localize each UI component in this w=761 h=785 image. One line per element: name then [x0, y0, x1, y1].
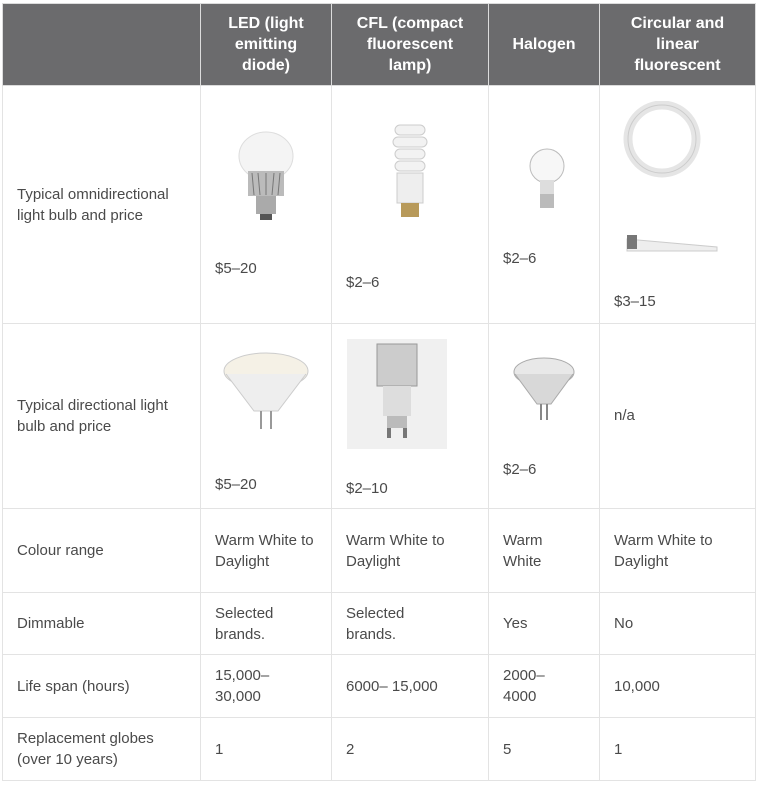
- table-row: [3, 86, 756, 324]
- cell: No: [600, 593, 756, 655]
- cfl-spiral-bulb-icon: [387, 121, 432, 231]
- row-label: Dimmable: [3, 593, 201, 655]
- cell: 6000– 15,000: [332, 655, 489, 718]
- price: $5–20: [215, 260, 257, 277]
- cell: Warm White to Daylight: [332, 509, 489, 593]
- cell: Warm White to Daylight: [600, 509, 756, 593]
- header-row: [3, 4, 756, 86]
- cell: 2: [332, 718, 489, 781]
- cell: 15,000–30,000: [201, 655, 332, 718]
- fluorescent-directional-cell: [600, 324, 756, 509]
- header-empty: [3, 4, 201, 86]
- header-fluorescent: Circular and linear fluorescent: [600, 4, 756, 86]
- cell: Selected brands.: [201, 593, 332, 655]
- cfl-directional-cell: [332, 324, 489, 509]
- halogen-bulb-icon: [527, 146, 567, 216]
- table-row: [3, 593, 756, 655]
- cell: Selected brands.: [332, 593, 489, 655]
- table-row: [3, 324, 756, 509]
- led-directional-cell: [201, 324, 332, 509]
- cfl-reflector-bulb-icon: [347, 339, 447, 449]
- lighting-comparison-table: [2, 3, 756, 781]
- price: $5–20: [215, 476, 257, 493]
- header-halogen: Halogen: [489, 4, 600, 86]
- led-bulb-icon: [236, 131, 296, 226]
- cell: 5: [489, 718, 600, 781]
- row-label: Colour range: [3, 509, 201, 593]
- cell: 1: [600, 718, 756, 781]
- halogen-directional-cell: [489, 324, 600, 509]
- price: $2–6: [346, 274, 380, 291]
- fluorescent-omni-cell: [600, 86, 756, 324]
- cell: 1: [201, 718, 332, 781]
- cell: Yes: [489, 593, 600, 655]
- cell: 10,000: [600, 655, 756, 718]
- cell: Warm White: [489, 509, 600, 593]
- halogen-omni-cell: [489, 86, 600, 324]
- circular-linear-tube-icon: [622, 101, 722, 261]
- price: $2–6: [503, 250, 537, 267]
- table-row: [3, 509, 756, 593]
- halogen-spot-bulb-icon: [509, 354, 579, 424]
- table-row: [3, 718, 756, 781]
- row-label: Typical directional light bulb and price: [3, 324, 201, 509]
- price: $2–10: [346, 480, 388, 497]
- led-omni-cell: [201, 86, 332, 324]
- header-cfl: CFL (compact fluorescent lamp): [332, 4, 489, 86]
- price: $3–15: [614, 293, 656, 310]
- price: $2–6: [503, 461, 537, 478]
- row-label: Life span (hours): [3, 655, 201, 718]
- row-label: Typical omnidirectional light bulb and price: [3, 86, 201, 324]
- cfl-omni-cell: [332, 86, 489, 324]
- cell: 2000–4000: [489, 655, 600, 718]
- header-led: LED (light emitting diode): [201, 4, 332, 86]
- led-spot-bulb-icon: [216, 349, 316, 444]
- row-label: Replacement globes (over 10 years): [3, 718, 201, 781]
- table-row: [3, 655, 756, 718]
- cell: Warm White to Daylight: [201, 509, 332, 593]
- price: n/a: [614, 407, 635, 424]
